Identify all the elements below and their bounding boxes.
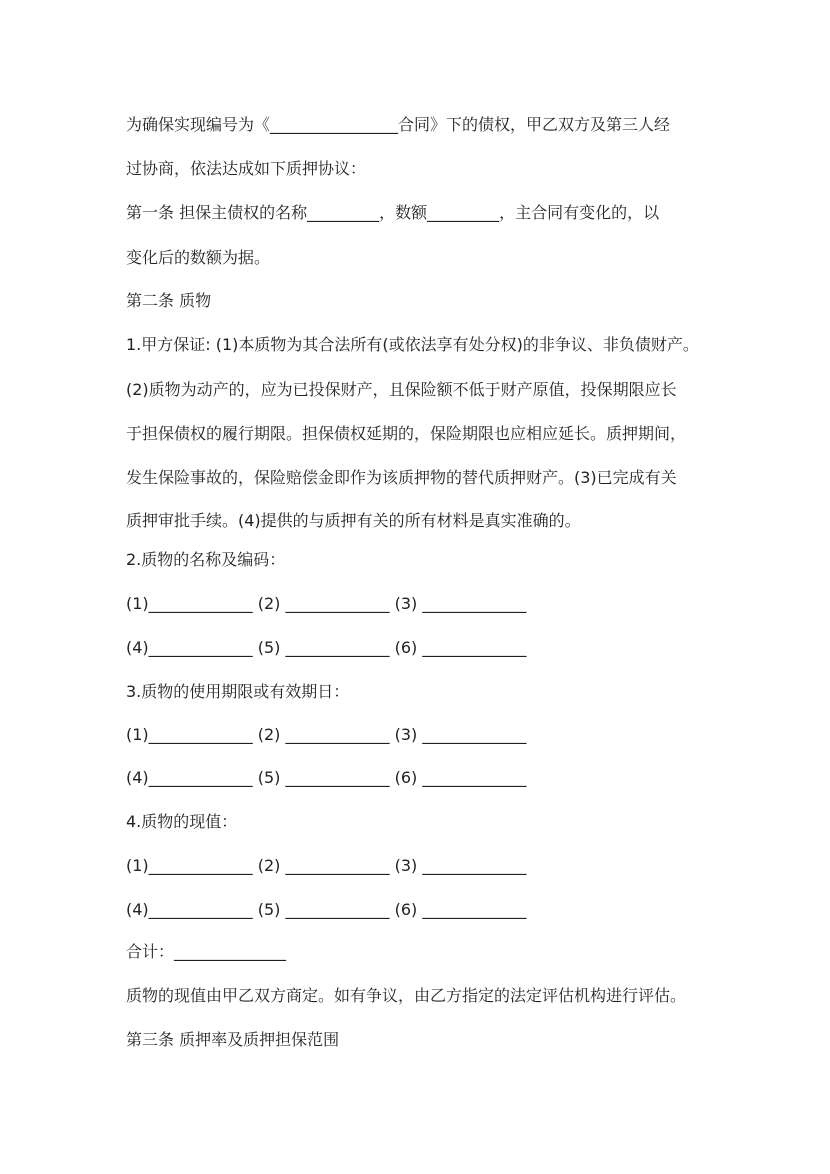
paragraph-line: (2)质物为动产的，应为已投保财产，且保险额不低于财产原值，投保期限应长 — [126, 380, 677, 399]
paragraph-line: 质物的现值由甲乙双方商定。如有争议，由乙方指定的法定评估机构进行评估。 — [126, 986, 687, 1005]
blank-row: (1)_____________ (2) _____________ (3) _____________ — [126, 856, 527, 875]
paragraph-line: 发生保险事故的，保险赔偿金即作为该质押物的替代质押财产。(3)已完成有关 — [126, 468, 677, 487]
blank-row: (4)_____________ (5) _____________ (6) _____________ — [126, 900, 527, 919]
blank-row: (4)_____________ (5) _____________ (6) _____________ — [126, 768, 527, 787]
total-line: 合计：______________ — [126, 942, 287, 961]
paragraph-line: 质押审批手续。(4)提供的与质押有关的所有材料是真实准确的。 — [126, 511, 581, 530]
article-3-heading: 第三条 质押率及质押担保范围 — [126, 1030, 340, 1049]
article-1-line: 第一条 担保主债权的名称_________，数额_________，主合同有变化的，以 — [126, 203, 660, 222]
section-heading: 3.质物的使用期限或有效期日： — [126, 682, 350, 701]
blank-row: (4)_____________ (5) _____________ (6) _____________ — [126, 638, 527, 657]
blank-row: (1)_____________ (2) _____________ (3) _____________ — [126, 725, 527, 744]
paragraph-line: 于担保债权的履行期限。担保债权延期的，保险期限也应相应延长。质押期间， — [126, 424, 687, 443]
article-2-heading: 第二条 质物 — [126, 291, 212, 310]
paragraph-line: 变化后的数额为据。 — [126, 248, 271, 267]
paragraph-line: 过协商，依法达成如下质押协议： — [126, 159, 367, 178]
blank-row: (1)_____________ (2) _____________ (3) _____________ — [126, 594, 527, 613]
section-heading: 4.质物的现值： — [126, 812, 238, 831]
section-heading: 2.质物的名称及编码： — [126, 550, 286, 569]
paragraph-line: 为确保实现编号为《________________合同》下的债权，甲乙双方及第三人经 — [126, 115, 671, 134]
paragraph-line: 1.甲方保证: (1)本质物为其合法所有(或依法享有处分权)的非争议、非负债财产。 — [126, 335, 699, 354]
